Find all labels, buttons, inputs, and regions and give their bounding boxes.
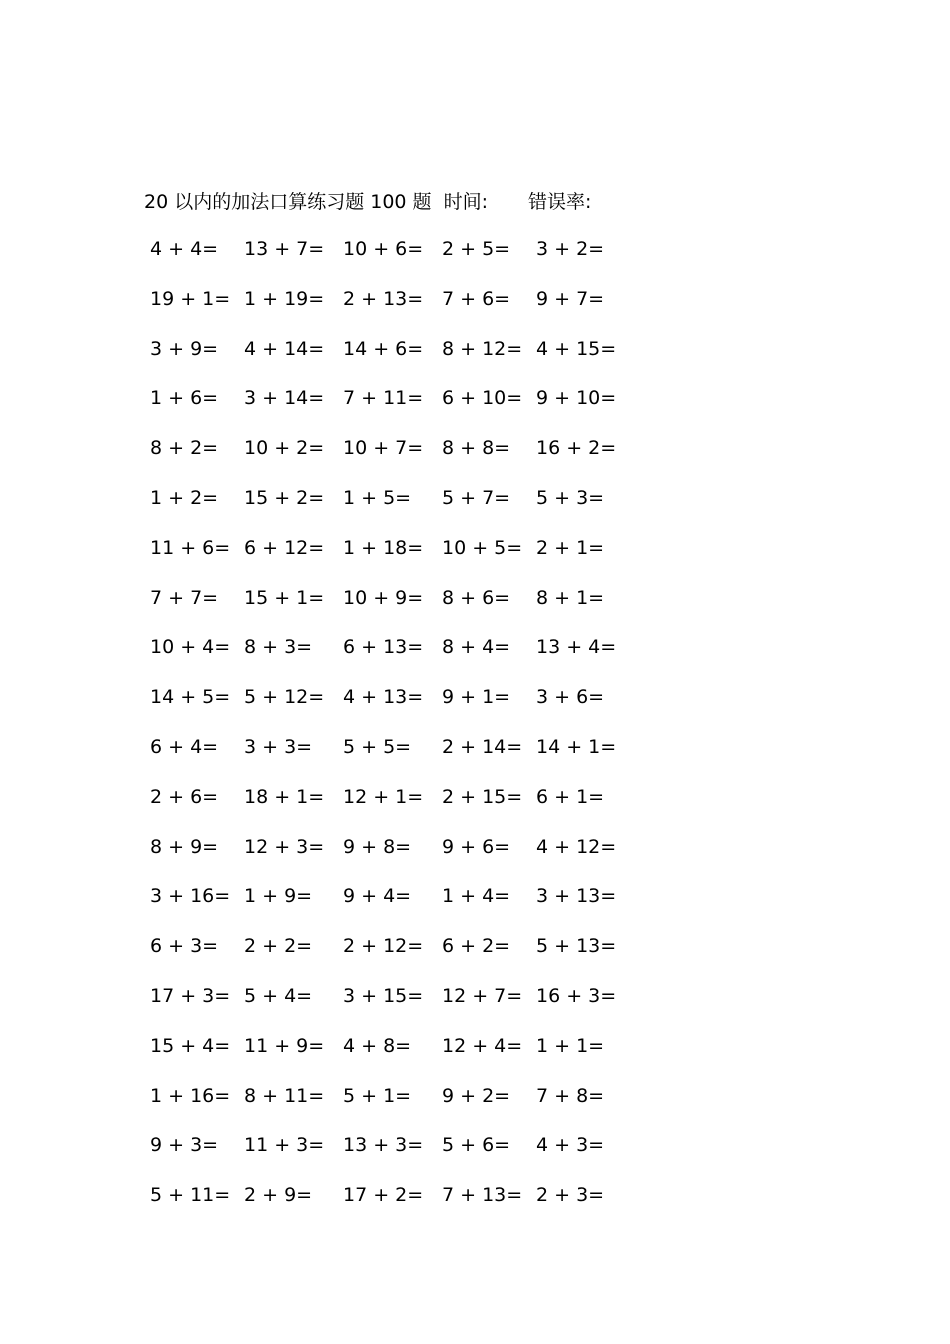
problem-row	[150, 882, 630, 932]
problem-item: 8 + 3=	[244, 636, 313, 659]
problem-item: 2 + 2=	[244, 935, 313, 958]
problem-row	[150, 534, 630, 584]
problem-item: 9 + 3=	[150, 1134, 219, 1157]
problem-item: 5 + 13=	[536, 935, 617, 958]
problem-item: 10 + 5=	[442, 536, 523, 559]
problem-item: 5 + 12=	[244, 686, 325, 709]
problem-item: 1 + 2=	[150, 486, 219, 509]
problem-row	[150, 584, 630, 634]
problem-item: 4 + 8=	[343, 1034, 412, 1057]
problem-row	[150, 982, 630, 1032]
problem-item: 15 + 1=	[244, 586, 325, 609]
problem-item: 9 + 6=	[442, 835, 511, 858]
problem-item: 11 + 3=	[244, 1134, 325, 1157]
problem-item: 3 + 16=	[150, 885, 231, 908]
worksheet-title: 20 以内的加法口算练习题 100 题	[144, 190, 432, 213]
problem-item: 6 + 1=	[536, 785, 605, 808]
problem-row	[150, 733, 630, 783]
problem-row	[150, 783, 630, 833]
problem-item: 3 + 13=	[536, 885, 617, 908]
problem-item: 9 + 7=	[536, 287, 605, 310]
problem-item: 2 + 6=	[150, 785, 219, 808]
problem-item: 1 + 1=	[536, 1034, 605, 1057]
problem-item: 16 + 2=	[536, 437, 617, 460]
problem-item: 7 + 13=	[442, 1184, 523, 1207]
problem-item: 8 + 2=	[150, 437, 219, 460]
problem-item: 13 + 4=	[536, 636, 617, 659]
problem-item: 16 + 3=	[536, 984, 617, 1007]
problem-item: 11 + 9=	[244, 1034, 325, 1057]
problem-item: 9 + 10=	[536, 387, 617, 410]
problem-item: 10 + 2=	[244, 437, 325, 460]
problem-item: 2 + 9=	[244, 1184, 313, 1207]
problem-item: 4 + 3=	[536, 1134, 605, 1157]
problem-item: 10 + 9=	[343, 586, 424, 609]
problem-item: 12 + 7=	[442, 984, 523, 1007]
problem-item: 8 + 9=	[150, 835, 219, 858]
problem-item: 4 + 15=	[536, 337, 617, 360]
problem-item: 1 + 9=	[244, 885, 313, 908]
problem-item: 3 + 2=	[536, 238, 605, 260]
problem-item: 17 + 3=	[150, 984, 231, 1007]
problem-item: 9 + 1=	[442, 686, 511, 709]
problem-row	[150, 384, 630, 434]
problem-item: 6 + 2=	[442, 935, 511, 958]
problem-item: 3 + 9=	[150, 337, 219, 360]
problem-grid	[150, 235, 630, 1231]
problem-item: 12 + 4=	[442, 1034, 523, 1057]
problem-item: 10 + 6=	[343, 238, 424, 260]
problem-item: 4 + 13=	[343, 686, 424, 709]
problem-row	[150, 1032, 630, 1082]
problem-item: 12 + 1=	[343, 785, 424, 808]
problem-item: 2 + 14=	[442, 735, 523, 758]
problem-item: 7 + 6=	[442, 287, 511, 310]
problem-item: 5 + 6=	[442, 1134, 511, 1157]
problem-item: 1 + 18=	[343, 536, 424, 559]
problem-item: 3 + 15=	[343, 984, 424, 1007]
problem-row	[150, 833, 630, 883]
problem-item: 13 + 7=	[244, 238, 325, 260]
problem-row	[150, 1082, 630, 1132]
problem-item: 4 + 4=	[150, 238, 219, 260]
problem-item: 2 + 1=	[536, 536, 605, 559]
problem-item: 15 + 2=	[244, 486, 325, 509]
problem-item: 6 + 3=	[150, 935, 219, 958]
problem-item: 14 + 6=	[343, 337, 424, 360]
problem-item: 3 + 6=	[536, 686, 605, 709]
problem-item: 4 + 14=	[244, 337, 325, 360]
problem-item: 6 + 13=	[343, 636, 424, 659]
problem-item: 7 + 7=	[150, 586, 219, 609]
problem-item: 2 + 13=	[343, 287, 424, 310]
problem-item: 1 + 16=	[150, 1084, 231, 1107]
problem-item: 14 + 5=	[150, 686, 231, 709]
problem-item: 5 + 11=	[150, 1184, 231, 1207]
problem-item: 10 + 4=	[150, 636, 231, 659]
problem-item: 8 + 4=	[442, 636, 511, 659]
worksheet-header	[144, 186, 591, 214]
problem-item: 5 + 3=	[536, 486, 605, 509]
problem-item: 2 + 5=	[442, 238, 511, 260]
problem-item: 7 + 8=	[536, 1084, 605, 1107]
problem-item: 5 + 5=	[343, 735, 412, 758]
problem-row	[150, 285, 630, 335]
problem-item: 8 + 11=	[244, 1084, 325, 1107]
problem-row	[150, 434, 630, 484]
problem-item: 8 + 8=	[442, 437, 511, 460]
problem-item: 19 + 1=	[150, 287, 231, 310]
problem-row	[150, 633, 630, 683]
problem-item: 1 + 19=	[244, 287, 325, 310]
problem-item: 8 + 6=	[442, 586, 511, 609]
problem-row	[150, 1181, 630, 1231]
problem-item: 10 + 7=	[343, 437, 424, 460]
problem-row	[150, 484, 630, 534]
problem-item: 15 + 4=	[150, 1034, 231, 1057]
problem-item: 8 + 1=	[536, 586, 605, 609]
problem-item: 7 + 11=	[343, 387, 424, 410]
problem-row	[150, 235, 630, 285]
problem-item: 1 + 6=	[150, 387, 219, 410]
problem-item: 14 + 1=	[536, 735, 617, 758]
problem-row	[150, 932, 630, 982]
problem-item: 11 + 6=	[150, 536, 231, 559]
problem-row	[150, 683, 630, 733]
problem-item: 4 + 12=	[536, 835, 617, 858]
problem-item: 2 + 12=	[343, 935, 424, 958]
problem-item: 6 + 4=	[150, 735, 219, 758]
problem-item: 6 + 12=	[244, 536, 325, 559]
problem-item: 9 + 4=	[343, 885, 412, 908]
problem-item: 2 + 3=	[536, 1184, 605, 1207]
problem-item: 1 + 4=	[442, 885, 511, 908]
error-rate-label: 错误率:	[527, 190, 592, 213]
problem-item: 5 + 1=	[343, 1084, 412, 1107]
problem-item: 13 + 3=	[343, 1134, 424, 1157]
problem-item: 6 + 10=	[442, 387, 523, 410]
problem-item: 8 + 12=	[442, 337, 523, 360]
time-label: 时间:	[443, 190, 488, 213]
problem-item: 18 + 1=	[244, 785, 325, 808]
problem-item: 3 + 3=	[244, 735, 313, 758]
problem-row	[150, 1131, 630, 1181]
problem-item: 2 + 15=	[442, 785, 523, 808]
problem-item: 5 + 7=	[442, 486, 511, 509]
problem-item: 12 + 3=	[244, 835, 325, 858]
problem-item: 17 + 2=	[343, 1184, 424, 1207]
problem-item: 3 + 14=	[244, 387, 325, 410]
problem-item: 9 + 8=	[343, 835, 412, 858]
problem-row	[150, 335, 630, 385]
problem-item: 1 + 5=	[343, 486, 412, 509]
problem-item: 5 + 4=	[244, 984, 313, 1007]
problem-item: 9 + 2=	[442, 1084, 511, 1107]
